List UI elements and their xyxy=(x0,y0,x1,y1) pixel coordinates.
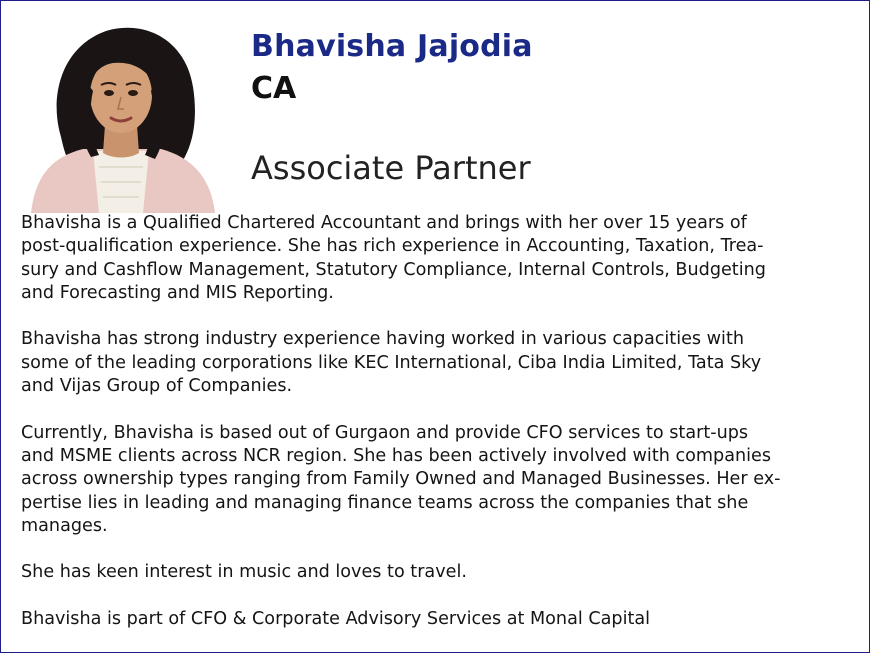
bio-line: sury and Cashflow Management, Statutory Compliance, Internal Controls, Budgeting xyxy=(21,259,766,280)
bio-line: and Vijas Group of Companies. xyxy=(21,376,293,397)
bio-line: Bhavisha is part of CFO & Corporate Advisory Services at Monal Capital xyxy=(21,609,651,630)
bio-line: manages. xyxy=(21,515,108,536)
person-credential: CA xyxy=(251,71,297,106)
bio-line: She has keen interest in music and loves to travel. xyxy=(21,562,467,583)
bio-line: across ownership types ranging from Family Owned and Managed Businesses. Her ex- xyxy=(21,469,781,490)
portrait-photo xyxy=(21,17,219,213)
person-role: Associate Partner xyxy=(251,149,531,187)
bio-line: and MSME clients across NCR region. She has been actively involved with companies xyxy=(21,445,772,466)
bio-line: Currently, Bhavisha is based out of Gurgaon and provide CFO services to start-ups xyxy=(21,422,749,443)
person-name: Bhavisha Jajodia xyxy=(251,29,533,64)
bio-line: some of the leading corporations like KEC International, Ciba India Limited, Tata Sky xyxy=(21,352,762,373)
paragraph-gap xyxy=(21,538,857,561)
bio-text xyxy=(21,212,857,631)
portrait-illustration xyxy=(21,17,219,213)
paragraph-gap xyxy=(21,585,857,608)
bio-line: post-qualification experience. She has rich experience in Accounting, Taxation, Trea- xyxy=(21,236,764,257)
paragraph-gap xyxy=(21,398,857,421)
bio-line: and Forecasting and MIS Reporting. xyxy=(21,282,334,303)
bio-line: Bhavisha is a Qualified Chartered Accountant and brings with her over 15 years of xyxy=(21,213,747,233)
paragraph-gap xyxy=(21,305,857,328)
bio-line: Bhavisha has strong industry experience having worked in various capacities with xyxy=(21,329,744,350)
bio-line: pertise lies in leading and managing finance teams across the companies that she xyxy=(21,492,749,513)
